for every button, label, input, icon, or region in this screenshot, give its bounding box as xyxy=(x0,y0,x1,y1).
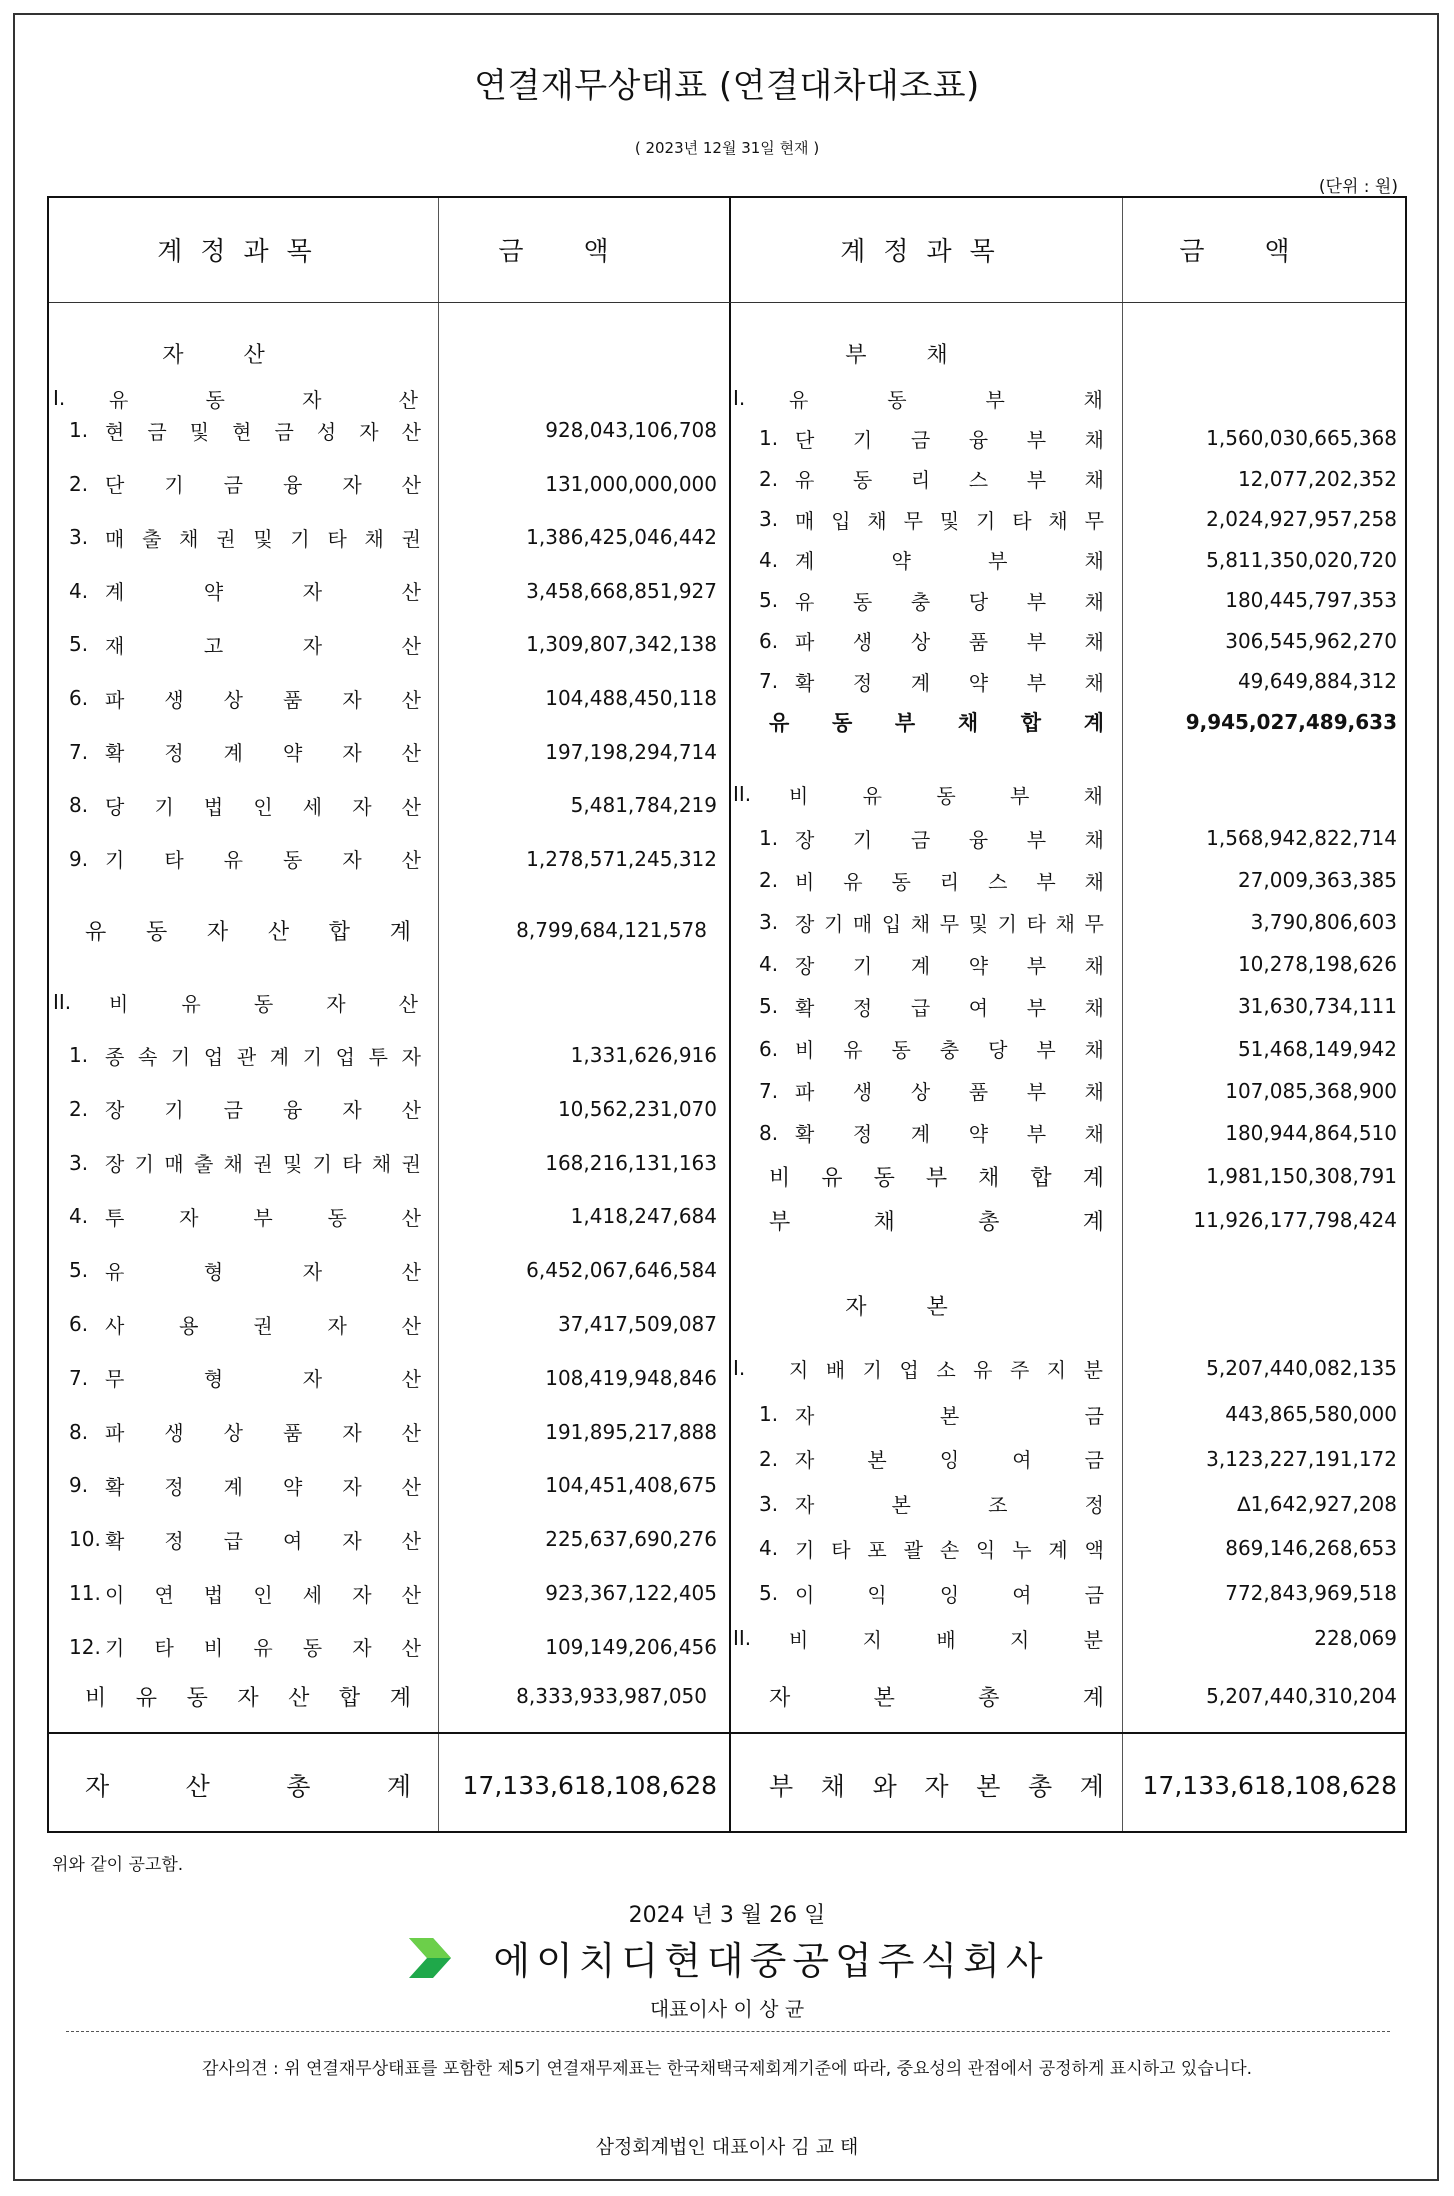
dashed-divider xyxy=(66,2031,1390,2032)
row-amount: 31,630,734,111 xyxy=(1237,994,1397,1019)
row-amount: 3,123,227,191,172 xyxy=(1206,1446,1397,1471)
notice-text: 위와 같이 공고함. xyxy=(52,1855,184,1875)
row-amount: 17,133,618,108,628 xyxy=(462,1770,717,1800)
row-label: 6. 파 생 상 품 부 채 xyxy=(759,628,1104,654)
row-label: 9. 기 타 유 동 자 산 xyxy=(69,846,421,873)
row-amount: 228,069 xyxy=(1314,1626,1397,1650)
row-label: 1. 단 기 금 융 부 채 xyxy=(759,426,1104,452)
row-label: 2. 유 동 리 스 부 채 xyxy=(759,466,1104,492)
row-amount: 11,926,177,798,424 xyxy=(1193,1208,1397,1232)
table-row xyxy=(49,1439,1409,1479)
row-label: 3. 장 기 매 입 채 무 및 기 타 채 무 xyxy=(759,910,1104,936)
row-amount: 928,043,106,708 xyxy=(545,418,717,442)
row-amount: 3,790,806,603 xyxy=(1250,910,1397,935)
table-row xyxy=(49,1071,1409,1111)
row-amount: 772,843,969,518 xyxy=(1225,1581,1397,1606)
table-row xyxy=(49,860,1409,900)
row-amount: 8,799,684,121,578 xyxy=(516,918,707,942)
row-label: 2. 자 본 잉 여 금 xyxy=(759,1446,1104,1473)
row-amount: 108,419,948,846 xyxy=(545,1365,717,1390)
row-label: 3. 매 입 채 무 및 기 타 채 무 xyxy=(759,507,1104,533)
row-amount: 2,024,927,957,258 xyxy=(1206,507,1397,531)
section-row xyxy=(49,378,1409,418)
row-label: 5. 확 정 급 여 부 채 xyxy=(759,994,1104,1020)
row-label: 부 채 와 자 본 총 계 xyxy=(769,1772,1104,1801)
row-amount: 1,560,030,665,368 xyxy=(1206,426,1397,450)
row-amount: 3,458,668,851,927 xyxy=(526,578,717,603)
section-row xyxy=(49,1348,1409,1388)
row-label: 4. 기 타 포 괄 손 익 누 계 액 xyxy=(759,1536,1104,1562)
row-amount: 1,386,425,046,442 xyxy=(526,525,717,550)
row-label: 8. 파 생 상 품 자 산 xyxy=(69,1419,421,1446)
row-label: 부 채 총 계 xyxy=(769,1209,1104,1235)
row-label: I. 지 배 기 업 소 유 주 지 분 xyxy=(733,1356,1103,1382)
row-amount: 869,146,268,653 xyxy=(1225,1536,1397,1561)
row-label: 1. 자 본 금 xyxy=(759,1402,1104,1428)
row-label: 5. 유 동 충 당 부 채 xyxy=(759,588,1104,614)
total-row xyxy=(49,1200,1409,1240)
row-amount: ∆1,642,927,208 xyxy=(1237,1491,1397,1516)
report-date: ( 2023년 12월 31일 현재 ) xyxy=(634,139,820,157)
row-amount: 1,278,571,245,312 xyxy=(526,846,717,871)
table-row xyxy=(49,418,1409,458)
document-title: 연결재무상태표 (연결대차대조표) xyxy=(474,66,980,106)
ceo-name: 대표이사 이 상 균 xyxy=(649,1997,805,2021)
row-label: 9. 확 정 계 약 자 산 xyxy=(69,1473,421,1499)
row-amount: 104,451,408,675 xyxy=(545,1473,717,1498)
row-label: 11. 이 연 법 인 세 자 산 xyxy=(69,1581,421,1607)
row-label: 4. 장 기 계 약 부 채 xyxy=(759,952,1104,978)
table-row xyxy=(49,540,1409,580)
row-amount: 1,418,247,684 xyxy=(570,1204,717,1229)
header-amount-right: 금액 xyxy=(1179,237,1350,267)
table-row xyxy=(49,1528,1409,1568)
row-amount: 131,000,000,000 xyxy=(545,471,717,496)
company-name: 에이치디현대중공업주식회사 xyxy=(493,1939,1049,1983)
grand-total-row xyxy=(49,1760,1409,1810)
section-row xyxy=(49,1618,1409,1658)
row-label: 2. 비 유 동 리 스 부 채 xyxy=(759,868,1104,894)
table-row xyxy=(49,944,1409,984)
table-row xyxy=(49,661,1409,701)
row-label: I. 유 동 부 채 xyxy=(733,386,1103,412)
row-amount: 191,895,217,888 xyxy=(545,1419,717,1444)
row-amount: 49,649,884,312 xyxy=(1237,669,1397,693)
row-label: 8. 확 정 계 약 부 채 xyxy=(759,1120,1104,1147)
row-amount: 306,545,962,270 xyxy=(1225,628,1397,653)
row-label: II. 비 지 배 지 분 xyxy=(733,1626,1103,1652)
row-label: 2. 장 기 금 융 자 산 xyxy=(69,1096,421,1123)
row-label: 비 유 동 자 산 합 계 xyxy=(85,1685,411,1711)
row-amount: 10,278,198,626 xyxy=(1237,952,1397,977)
row-amount: 27,009,363,385 xyxy=(1237,868,1397,893)
row-label: I. 유 동 자 산 xyxy=(53,386,418,412)
table-row xyxy=(49,1250,729,1290)
row-label: 4. 계 약 부 채 xyxy=(759,547,1104,573)
row-label: 5. 재 고 자 산 xyxy=(69,632,421,658)
row-amount: 104,488,450,118 xyxy=(545,686,717,710)
table-row xyxy=(49,580,1409,620)
announcement-date: 2024 년 3 월 26 일 xyxy=(628,1903,826,1928)
table-row xyxy=(49,986,1409,1026)
auditor-name: 삼정회계법인 대표이사 김 교 태 xyxy=(595,2136,859,2158)
section-heading-assets: 자산 xyxy=(162,343,325,368)
section-row xyxy=(49,774,1409,814)
row-label: 자 산 총 계 xyxy=(85,1772,411,1801)
row-amount: 109,149,206,456 xyxy=(545,1634,717,1659)
row-amount: 5,481,784,219 xyxy=(570,793,717,818)
row-amount: 51,468,149,942 xyxy=(1237,1036,1397,1061)
row-amount: 9,945,027,489,633 xyxy=(1185,710,1397,734)
row-amount: 6,452,067,646,584 xyxy=(526,1258,717,1283)
row-label: 1. 장 기 금 융 부 채 xyxy=(759,826,1104,852)
row-amount: 1,331,626,916 xyxy=(570,1043,717,1067)
row-amount: 197,198,294,714 xyxy=(545,739,717,764)
row-amount: 180,445,797,353 xyxy=(1225,588,1397,612)
row-amount: 1,981,150,308,791 xyxy=(1206,1164,1397,1188)
row-label: 10. 확 정 급 여 자 산 xyxy=(69,1527,421,1553)
audit-opinion: 감사의견 : 위 연결재무상태표를 포함한 제5기 연결재무제표는 한국채택국제회계기준에 따라, 중요성의 관점에서 공정하게 표시하고 있습니다. xyxy=(201,2059,1253,2079)
table-row xyxy=(49,459,1409,499)
row-label: 6. 파 생 상 품 자 산 xyxy=(69,686,421,712)
row-amount: 1,309,807,342,138 xyxy=(526,632,717,657)
row-label: 2. 단 기 금 융 자 산 xyxy=(69,471,421,498)
row-label: 유 동 자 산 합 계 xyxy=(85,919,411,945)
header-divider xyxy=(49,302,1405,303)
row-amount: 37,417,509,087 xyxy=(557,1312,717,1336)
row-label: 3. 장 기 매 출 채 권 및 기 타 채 권 xyxy=(69,1150,421,1177)
total-divider xyxy=(49,1732,1405,1734)
table-row xyxy=(49,1394,1409,1434)
table-row xyxy=(49,1304,729,1344)
row-label: II. 비 유 동 부 채 xyxy=(733,782,1103,808)
total-row xyxy=(49,1676,1409,1716)
row-label: 3. 매 출 채 권 및 기 타 채 권 xyxy=(69,525,421,551)
table-row xyxy=(49,621,1409,661)
row-label: 6. 사 용 권 자 산 xyxy=(69,1312,421,1338)
row-amount: 443,865,580,000 xyxy=(1225,1402,1397,1426)
row-amount: 5,207,440,310,204 xyxy=(1206,1684,1397,1708)
currency-unit: (단위 : 원) xyxy=(1318,177,1398,197)
row-amount: 180,944,864,510 xyxy=(1225,1120,1397,1145)
row-label: 7. 무 형 자 산 xyxy=(69,1365,421,1392)
row-label: 5. 유 형 자 산 xyxy=(69,1258,421,1284)
row-amount: 5,207,440,082,135 xyxy=(1206,1356,1397,1380)
table-row xyxy=(49,1113,1409,1153)
section-heading-liabilities: 부채 xyxy=(845,343,1008,368)
row-label: 7. 확 정 계 약 자 산 xyxy=(69,739,421,766)
row-label: 5. 이 익 잉 여 금 xyxy=(759,1581,1104,1607)
row-amount: 12,077,202,352 xyxy=(1237,466,1397,491)
balance-sheet-table xyxy=(47,196,1407,1833)
table-row xyxy=(49,1573,1409,1613)
row-amount: 17,133,618,108,628 xyxy=(1142,1770,1397,1800)
table-row xyxy=(49,1029,1409,1069)
table-row xyxy=(49,818,1409,858)
subtotal-row xyxy=(49,1156,1409,1196)
arrow-logo-icon xyxy=(405,1934,453,1982)
row-label: 8. 당 기 법 인 세 자 산 xyxy=(69,793,421,819)
row-label: 자 본 총 계 xyxy=(769,1685,1104,1711)
row-amount: 10,562,231,070 xyxy=(557,1096,717,1121)
row-amount: 8,333,933,987,050 xyxy=(516,1684,707,1708)
row-label: 1. 현 금 및 현 금 성 자 산 xyxy=(69,418,421,444)
row-amount: 1,568,942,822,714 xyxy=(1206,826,1397,850)
row-label: 12. 기 타 비 유 동 자 산 xyxy=(69,1634,421,1661)
company-block xyxy=(0,1930,1454,1985)
row-label: 7. 확 정 계 약 부 채 xyxy=(759,669,1104,695)
row-amount: 225,637,690,276 xyxy=(545,1527,717,1552)
row-amount: 5,811,350,020,720 xyxy=(1206,547,1397,572)
row-label: 1. 종 속 기 업 관 계 기 업 투 자 xyxy=(69,1043,421,1069)
table-row xyxy=(49,499,1409,539)
row-label: 7. 파 생 상 품 부 채 xyxy=(759,1078,1104,1105)
section-heading-equity: 자본 xyxy=(845,1295,1008,1320)
row-label: 비 유 동 부 채 합 계 xyxy=(769,1165,1104,1191)
header-account-left: 계정과목 xyxy=(157,237,330,267)
table-row xyxy=(49,902,1409,942)
row-amount: 923,367,122,405 xyxy=(545,1581,717,1605)
row-label: 유 동 부 채 합 계 xyxy=(769,711,1104,735)
row-amount: 107,085,368,900 xyxy=(1225,1078,1397,1103)
row-label: 4. 계 약 자 산 xyxy=(69,578,421,605)
row-label: II. 비 유 동 자 산 xyxy=(53,990,418,1016)
subtotal-row xyxy=(49,702,1409,742)
row-label: 3. 자 본 조 정 xyxy=(759,1491,1104,1518)
header-amount-left: 금액 xyxy=(498,237,669,267)
row-label: 6. 비 유 동 충 당 부 채 xyxy=(759,1036,1104,1062)
table-row xyxy=(49,1484,1409,1524)
row-label: 4. 투 자 부 동 산 xyxy=(69,1204,421,1230)
row-amount: 168,216,131,163 xyxy=(545,1150,717,1175)
header-account-right: 계정과목 xyxy=(840,237,1013,267)
